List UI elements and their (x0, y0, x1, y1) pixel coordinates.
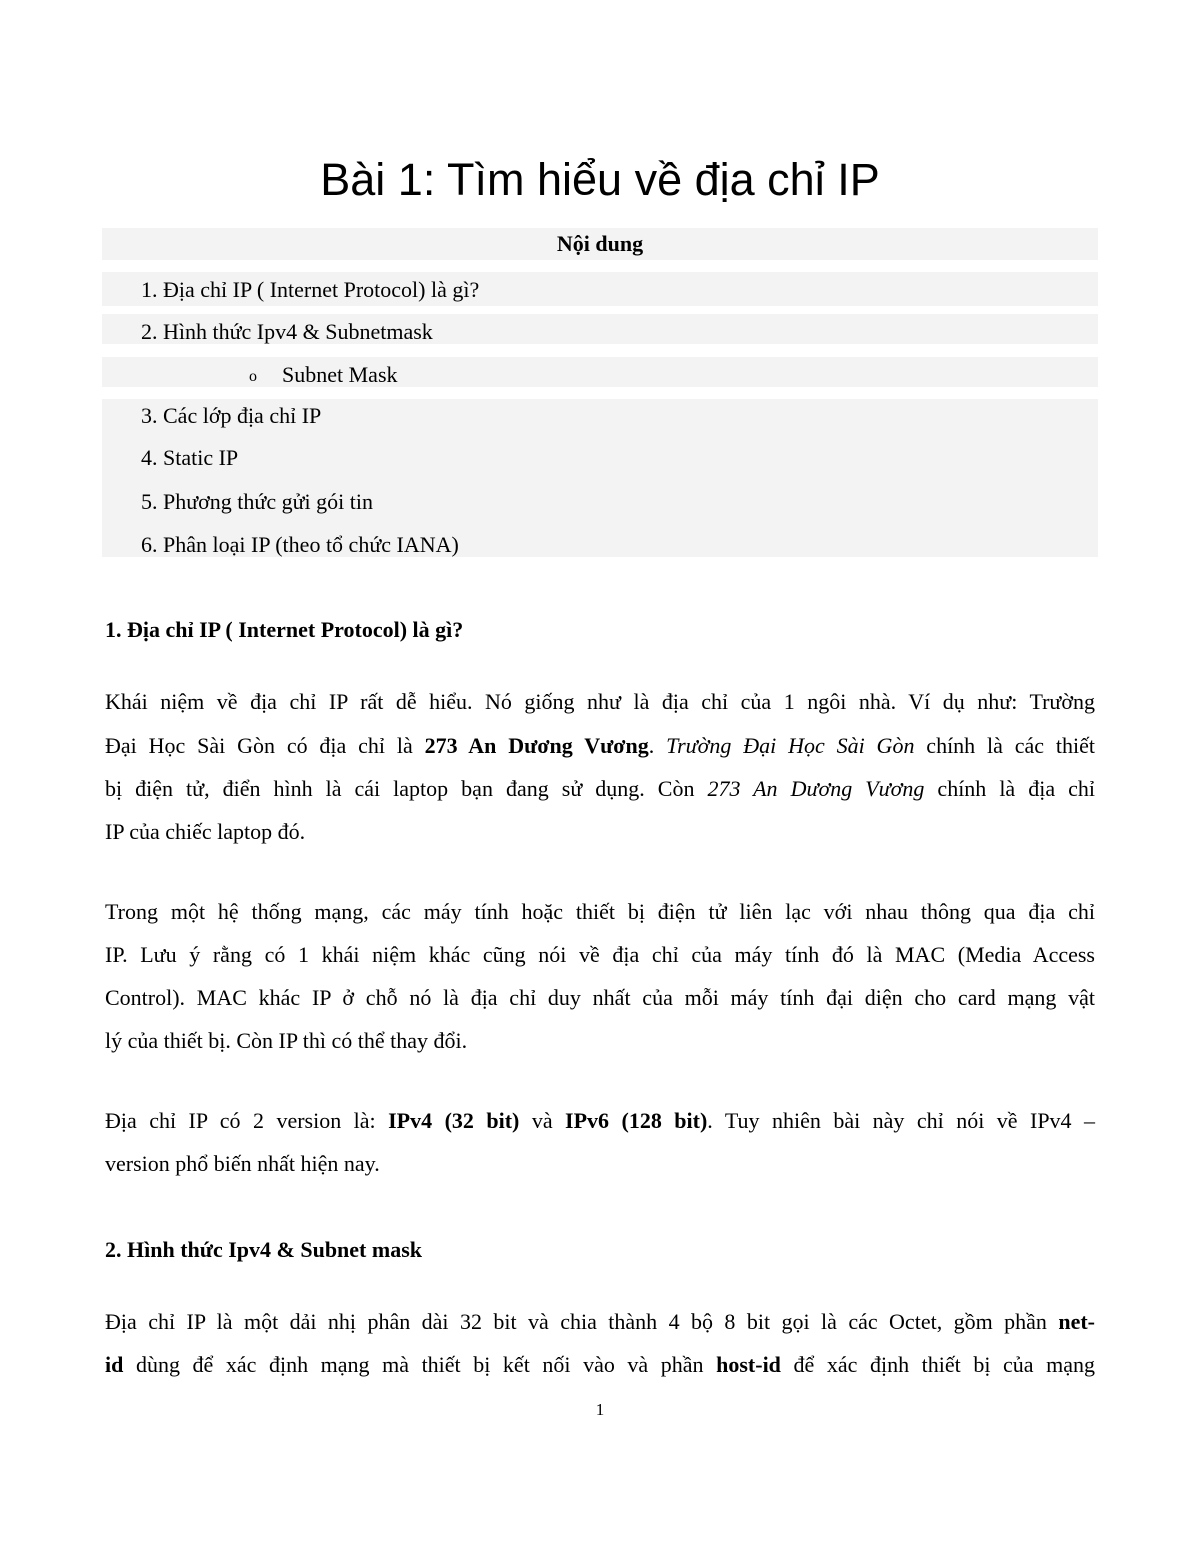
toc-item[interactable] (102, 272, 1098, 306)
text-run: bị điện tử, điển hình là cái laptop bạn đang sử dụng. Còn (105, 776, 708, 801)
text-run: dùng để xác định mạng mà thiết bị kết nối vào và phần (123, 1352, 717, 1377)
italic-text: 273 An Dương Vương (707, 776, 925, 801)
toc-item-label: 1. Địa chỉ IP ( Internet Protocol) là gì? (141, 277, 480, 302)
bold-text: id (105, 1352, 124, 1377)
paragraph-line: Trong một hệ thống mạng, các máy tính hoặc thiết bị điện tử liên lạc với nhau thông qua địa chỉ (105, 899, 1095, 924)
text-run: . Tuy nhiên bài này chỉ nói về IPv4 – (707, 1108, 1096, 1133)
text-run: Địa chỉ IP là một dải nhị phân dài 32 bit và chia thành 4 bộ 8 bit gọi là các Octet, gồm phần (105, 1309, 1059, 1334)
bold-text: 273 An Dương Vương (424, 733, 649, 758)
paragraph-line: IP của chiếc laptop đó. (105, 819, 306, 844)
bold-text: host-id (716, 1352, 781, 1377)
toc-item[interactable] (102, 314, 1098, 344)
page-number: 1 (595, 1400, 605, 1419)
text-run: và (519, 1108, 566, 1133)
paragraph-line (105, 1106, 1095, 1136)
bold-text: net- (1058, 1309, 1095, 1334)
paragraph-line: IP. Lưu ý rằng có 1 khái niệm khác cũng nói về địa chỉ của máy tính đó là MAC (Media Access (105, 942, 1095, 967)
bold-text: IPv6 (128 bit) (565, 1108, 708, 1133)
section-2-heading: 2. Hình thức Ipv4 & Subnet mask (105, 1237, 423, 1262)
section-1-heading: 1. Địa chỉ IP ( Internet Protocol) là gì? (105, 617, 464, 642)
toc-item-label: 2. Hình thức Ipv4 & Subnetmask (141, 319, 433, 344)
toc-item-label[interactable]: 5. Phương thức gửi gói tin (141, 489, 373, 514)
text-run: để xác định thiết bị của mạng (780, 1352, 1095, 1377)
toc-group (102, 399, 1098, 557)
toc-subitem-label: Subnet Mask (282, 362, 398, 387)
text-run: . (648, 733, 667, 758)
paragraph-line: Khái niệm về địa chỉ IP rất dễ hiểu. Nó giống như là địa chỉ của 1 ngôi nhà. Ví dụ như: Trường (105, 689, 1095, 714)
bold-text: IPv4 (32 bit) (388, 1108, 520, 1133)
toc-item-label[interactable]: 6. Phân loại IP (theo tổ chức IANA) (141, 532, 459, 557)
italic-text: Trường Đại Học Sài Gòn (666, 733, 915, 758)
toc-item-label[interactable]: 4. Static IP (141, 445, 239, 470)
circle-bullet-icon: o (249, 368, 257, 385)
text-run: Đại Học Sài Gòn có địa chỉ là (105, 733, 425, 758)
paragraph-line: lý của thiết bị. Còn IP thì có thể thay đổi. (105, 1028, 468, 1053)
text-run: chính là địa chỉ (924, 776, 1095, 801)
text-run: chính là các thiết (914, 733, 1096, 758)
paragraph-line (105, 1307, 1095, 1337)
toc-heading: Nội dung (102, 228, 1098, 260)
text-run: Địa chỉ IP có 2 version là: (105, 1108, 389, 1133)
paragraph-line: Control). MAC khác IP ở chỗ nó là địa chỉ duy nhất của mỗi máy tính đại diện cho card mạng vật (105, 985, 1095, 1010)
toc-subitem[interactable] (102, 357, 1098, 387)
page-title: Bài 1: Tìm hiểu về địa chỉ IP (320, 154, 880, 205)
paragraph-line: version phổ biến nhất hiện nay. (105, 1151, 380, 1176)
paragraph-line (105, 1350, 1095, 1380)
paragraph-line (105, 774, 1095, 804)
paragraph-line (105, 731, 1095, 761)
toc-item-label[interactable]: 3. Các lớp địa chỉ IP (141, 403, 322, 428)
